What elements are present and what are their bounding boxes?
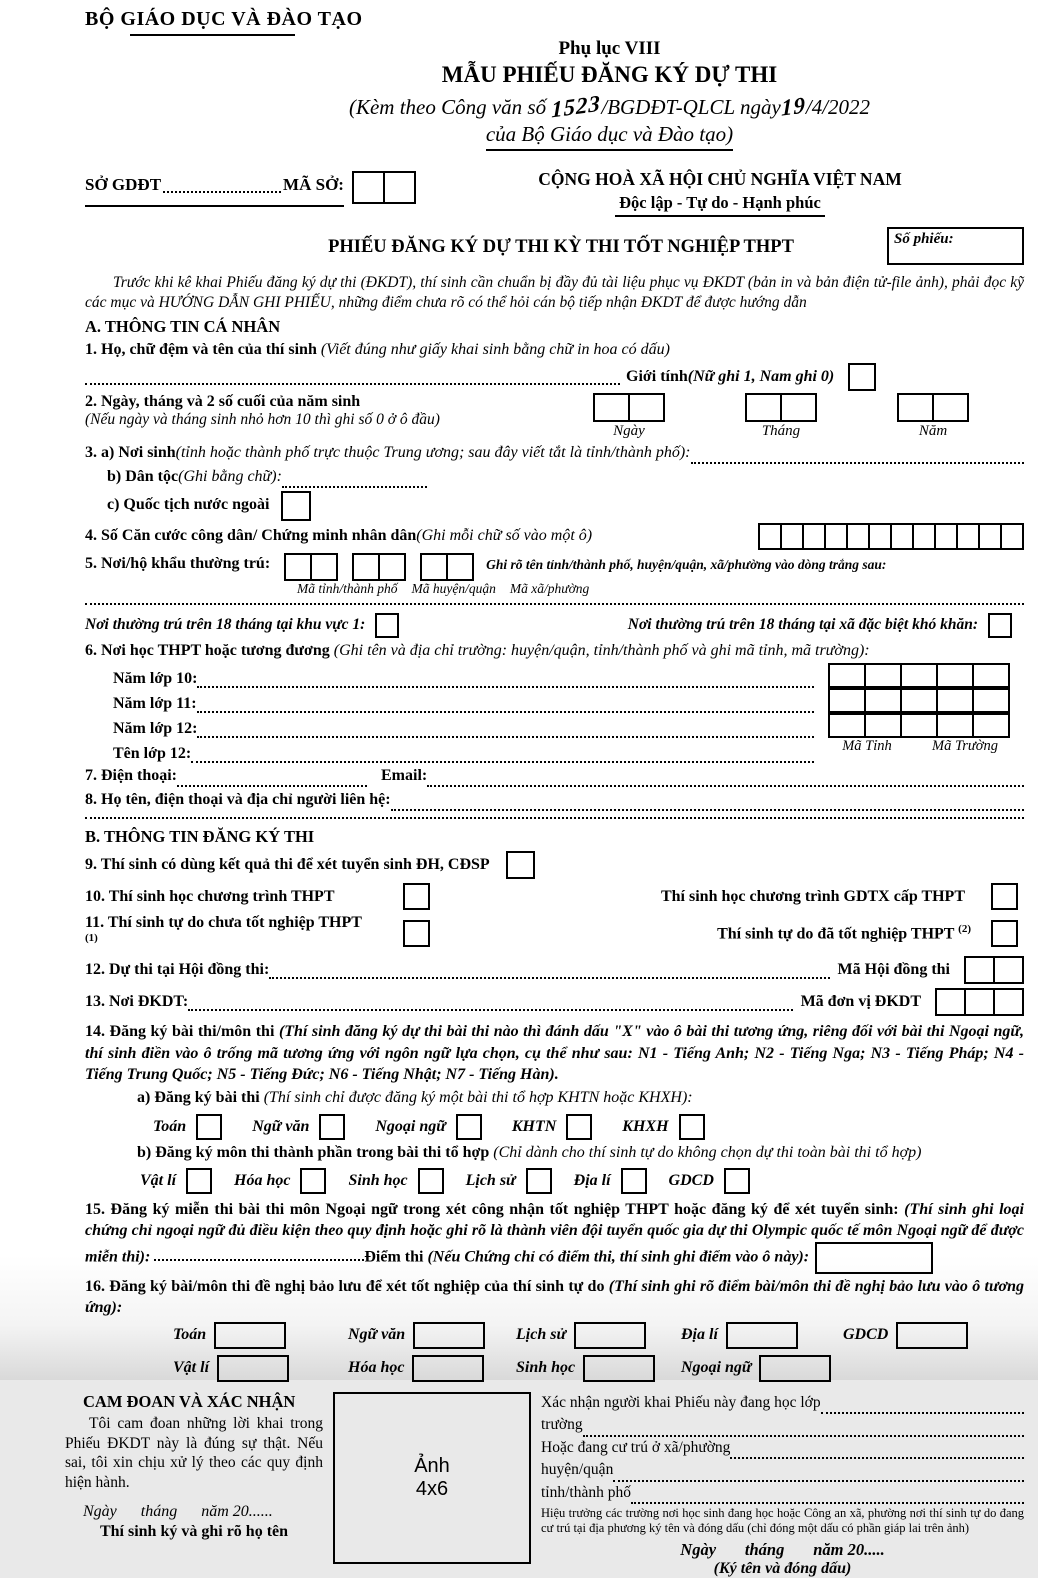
candidate-sign-label: Thí sinh ký và ghi rõ họ tên bbox=[99, 1523, 289, 1541]
council-code-box[interactable] bbox=[964, 956, 995, 984]
kv2-label: Nơi thường trú trên 18 tháng tại xã đặc biệt khó khăn: bbox=[627, 616, 978, 634]
reserve-score-box[interactable] bbox=[583, 1355, 655, 1382]
school-block bbox=[85, 663, 1024, 763]
item15-label: 15. Đăng ký miễn thi bài thi môn Ngoại ngữ trong xét công nhận tốt nghiệp THPT hoặc đăng ký để xét tuyển sinh: bbox=[85, 1201, 905, 1219]
dob-day-boxes bbox=[593, 393, 665, 422]
item13-label: 13. Nơi ĐKDT: bbox=[85, 993, 189, 1011]
section-a-heading: A. THÔNG TIN CÁ NHÂN bbox=[85, 317, 281, 337]
item-1 bbox=[85, 340, 1024, 391]
code-box[interactable] bbox=[310, 553, 338, 581]
digit-box[interactable] bbox=[868, 523, 892, 550]
digit-box[interactable] bbox=[978, 523, 1002, 550]
code-box[interactable] bbox=[446, 553, 474, 581]
reserve-label: Ngoại ngữ bbox=[681, 1359, 752, 1377]
item14a-note: (Thí sinh chỉ được đăng ký một bài thi tổ hợp KHTN hoặc KHXH): bbox=[263, 1088, 693, 1106]
item1-label: 1. Họ, chữ đệm và tên của thí sinh bbox=[85, 341, 321, 359]
digit-box[interactable] bbox=[758, 523, 782, 550]
id-number-boxes bbox=[758, 523, 1024, 550]
item-3a bbox=[85, 443, 1024, 464]
digit-box[interactable] bbox=[1000, 523, 1024, 550]
so-gddt-line bbox=[85, 169, 344, 207]
reserve-score-box[interactable] bbox=[217, 1355, 289, 1382]
item10-left-label: 10. Thí sinh học chương trình THPT bbox=[85, 887, 335, 905]
item16-note: (Thí sinh ghi rõ điểm bài/môn thi đề nghị bảo lưu vào ô tương ứng): bbox=[85, 1277, 1025, 1316]
school-code-cell[interactable] bbox=[900, 663, 938, 688]
confirm-province-label: tỉnh/thành phố bbox=[541, 1483, 631, 1501]
reserve-score-box[interactable] bbox=[412, 1355, 484, 1382]
dkdt-place-input[interactable] bbox=[188, 994, 792, 1011]
code-box[interactable] bbox=[420, 553, 448, 581]
class12-label: Tên lớp 12: bbox=[113, 745, 192, 763]
reserve-label: GDCD bbox=[843, 1326, 889, 1344]
so-gddt-label: SỞ GDĐT bbox=[85, 175, 162, 194]
subject-label: Lịch sử bbox=[465, 1172, 516, 1190]
item16-label: 16. Đăng ký bài/môn thi đề nghị bảo lưu để xét tốt nghiệp của thí sinh tự do bbox=[85, 1277, 609, 1295]
residence-write-line[interactable] bbox=[85, 603, 1024, 605]
gender-label: Giới tính bbox=[626, 367, 688, 385]
ma-so-label: MÃ SỞ: bbox=[283, 175, 344, 194]
subject-checkbox[interactable] bbox=[724, 1168, 750, 1194]
ref-pre: (Kèm theo Công văn số bbox=[348, 95, 552, 119]
intro-text: Trước khi kê khai Phiếu đăng ký dự thi (ĐKDT), thí sinh cần chuẩn bị đầy đủ tài liệu phục vụ ĐKDT (bản in và bản điện tử-file ảnh), phải đọc kỹ các mục và HƯỚNG DẪN GHI PHIẾU, những điểm chưa rõ có thể hỏi cán bộ tiếp nhận ĐKDT để được hướng dẫn bbox=[85, 274, 1024, 312]
month-box[interactable] bbox=[780, 393, 817, 422]
year-box[interactable] bbox=[897, 393, 934, 422]
reserve-score-box[interactable] bbox=[574, 1322, 646, 1349]
item-8 bbox=[85, 790, 1024, 811]
item2-note: (Nếu ngày và tháng sinh nhỏ hơn 10 thì ghi số 0 ở ô đầu) bbox=[85, 411, 440, 429]
confirm-school-input[interactable] bbox=[583, 1420, 1024, 1436]
so-gddt-input[interactable] bbox=[163, 177, 281, 193]
item15-note: (Thí sinh ghi loại chứng chỉ ngoại ngữ đủ điều kiện theo quy định hoặc ghi rõ là thành viên đội tuyển quốc gia dự thi Olympic quốc tế môn Ngoại ngữ để được miễn thi): bbox=[85, 1201, 1024, 1266]
item3a-label: 3. a) Nơi sinh bbox=[85, 444, 176, 462]
grade10-input[interactable] bbox=[197, 672, 814, 689]
item2-label: 2. Ngày, tháng và 2 số cuối của năm sinh bbox=[85, 393, 361, 411]
item4-label: 4. Số Căn cước công dân/ Chứng minh nhân dân bbox=[85, 527, 417, 545]
phone-label: 7. Điện thoại: bbox=[85, 767, 177, 785]
so-phieu-box[interactable] bbox=[887, 227, 1024, 265]
code-box[interactable] bbox=[352, 553, 380, 581]
contact-write-line[interactable] bbox=[85, 817, 1024, 819]
phone-input[interactable] bbox=[177, 770, 367, 787]
subject-label: Sinh học bbox=[348, 1172, 408, 1190]
item-12 bbox=[85, 956, 1024, 984]
subject-label: Vật lí bbox=[140, 1172, 177, 1190]
school-code-cell[interactable] bbox=[972, 663, 1010, 688]
dob-month-boxes bbox=[745, 393, 817, 422]
province-code-cell[interactable] bbox=[864, 713, 902, 738]
province-code-cell[interactable] bbox=[864, 688, 902, 713]
confirm-province-input[interactable] bbox=[631, 1488, 1024, 1504]
item14b-note: (Chỉ dành cho thí sinh tự do không chọn dự thi toàn bài thi tổ hợp) bbox=[493, 1143, 922, 1161]
school-code-cell[interactable] bbox=[936, 713, 974, 738]
item3b-note: (Ghi bằng chữ): bbox=[178, 467, 282, 485]
ma-so-box[interactable] bbox=[352, 171, 385, 204]
reserve-score-box[interactable] bbox=[214, 1322, 286, 1349]
ma-truong-caption: Mã Trường bbox=[931, 738, 998, 755]
principal-note: Hiệu trưởng các trường nơi học sinh đang học hoặc Công an xã, phường nơi thí sinh tự do đang cư trú tại địa phương ký tên và đóng dấu (chỉ đóng một dấu có phần giáp lai trên ảnh) bbox=[541, 1506, 1024, 1536]
ministry-name: BỘ GIÁO DỤC VÀ ĐÀO TẠO bbox=[85, 8, 363, 30]
subject-checkbox[interactable] bbox=[319, 1114, 345, 1140]
council-code-box[interactable] bbox=[993, 956, 1024, 984]
confirm-ward-input[interactable] bbox=[730, 1443, 1024, 1459]
confirm-class-label: Xác nhận người khai Phiếu này đang học lớp bbox=[541, 1393, 821, 1411]
ministry-underline bbox=[130, 34, 295, 36]
reserved-scores-grid bbox=[173, 1322, 1024, 1382]
item10-right-label: Thí sinh học chương trình GDTX cấp THPT bbox=[660, 887, 965, 905]
ma-so-boxes bbox=[352, 171, 416, 217]
birthplace-input[interactable] bbox=[691, 447, 1025, 464]
item6-label: 6. Nơi học THPT hoặc tương đương bbox=[85, 641, 334, 659]
confirm-district-label: huyện/quận bbox=[541, 1461, 614, 1479]
school-code-cell[interactable] bbox=[972, 713, 1010, 738]
council-code-label: Mã Hội đồng thi bbox=[837, 961, 950, 979]
subject-checkbox[interactable] bbox=[621, 1168, 647, 1194]
item-7 bbox=[85, 766, 1024, 787]
national-motto-line2: Độc lập - Tự do - Hạnh phúc bbox=[615, 192, 825, 217]
item6-note: (Ghi tên và địa chỉ trường: huyện/quận, tỉnh/thành phố và ghi mã tỉnh, mã trường): bbox=[333, 641, 870, 659]
province-code-boxes bbox=[284, 553, 338, 581]
day-box[interactable] bbox=[593, 393, 630, 422]
grade10-label: Năm lớp 10: bbox=[113, 670, 198, 688]
digit-box[interactable] bbox=[934, 523, 958, 550]
subject-checkbox[interactable] bbox=[526, 1168, 552, 1194]
code-box[interactable] bbox=[378, 553, 406, 581]
province-code-cell[interactable] bbox=[828, 688, 866, 713]
reserve-score-box[interactable] bbox=[759, 1355, 831, 1382]
subject-checkbox[interactable] bbox=[300, 1168, 326, 1194]
signature-section bbox=[65, 1392, 1024, 1578]
month-caption: Tháng bbox=[761, 423, 801, 440]
digit-box[interactable] bbox=[802, 523, 826, 550]
reference-line bbox=[195, 90, 1024, 123]
item11-right-sup: (2) bbox=[958, 923, 971, 936]
reserve-label: Ngữ văn bbox=[348, 1326, 406, 1344]
council-code-boxes bbox=[964, 956, 1024, 984]
kv1-label: Nơi thường trú trên 18 tháng tại khu vực 1: bbox=[85, 616, 366, 634]
ethnicity-input[interactable] bbox=[282, 471, 427, 488]
province-code-cell[interactable] bbox=[828, 713, 866, 738]
contact-input[interactable] bbox=[391, 794, 1024, 811]
item11-right-text: Thí sinh tự do đã tốt nghiệp THPT bbox=[717, 925, 959, 943]
item11-right-label bbox=[717, 923, 971, 943]
foreign-nationality-box[interactable] bbox=[281, 491, 311, 521]
item12-label: 12. Dự thi tại Hội đồng thi: bbox=[85, 961, 270, 979]
subject-label: Ngữ văn bbox=[252, 1117, 310, 1135]
subject-checkbox[interactable] bbox=[679, 1114, 705, 1140]
fullname-input[interactable] bbox=[85, 369, 620, 386]
confirm-class-input[interactable] bbox=[821, 1398, 1024, 1414]
subject-label: Ngoại ngữ bbox=[375, 1117, 446, 1135]
item1-note: (Viết đúng như giấy khai sinh bằng chữ in hoa có dấu) bbox=[320, 341, 670, 359]
item-10 bbox=[85, 883, 1024, 910]
district-code-caption: Mã huyện/quận bbox=[411, 580, 496, 596]
commitment-body: Tôi cam đoan những lời khai trong Phiếu ĐKDT này là đúng sự thật. Nếu sai, tôi xin chịu xử lý theo các quy định hiện hành. bbox=[65, 1414, 323, 1492]
score-note: (Nếu Chứng chỉ có điểm thi, thí sinh ghi điểm vào ô này): bbox=[427, 1248, 810, 1266]
item-3b bbox=[85, 467, 1024, 488]
item5-captions bbox=[297, 581, 1024, 597]
subject-checkbox[interactable] bbox=[566, 1114, 592, 1140]
dkdt-code-boxes bbox=[935, 988, 1024, 1016]
digit-box[interactable] bbox=[780, 523, 804, 550]
photo-box[interactable] bbox=[333, 1392, 531, 1564]
item14-label: 14. Đăng ký bài thi/môn thi bbox=[85, 1023, 279, 1041]
digit-box[interactable] bbox=[890, 523, 914, 550]
reserve-score-box[interactable] bbox=[726, 1322, 798, 1349]
commitment-heading: CAM ĐOAN VÀ XÁC NHẬN bbox=[83, 1391, 296, 1411]
item9-box[interactable] bbox=[506, 851, 535, 879]
dkdt-code-label: Mã đơn vị ĐKDT bbox=[800, 993, 921, 1011]
subject-label: KHXH bbox=[622, 1117, 669, 1135]
grade11-input[interactable] bbox=[197, 697, 814, 714]
item-11 bbox=[85, 914, 1024, 952]
item-4 bbox=[85, 523, 1024, 550]
item4-note: (Ghi mỗi chữ số vào một ô) bbox=[416, 527, 593, 545]
reference-line2 bbox=[195, 122, 1024, 147]
appendix-label: Phụ lục VIII bbox=[558, 38, 661, 59]
reserve-label: Lịch sử bbox=[516, 1326, 567, 1344]
year-caption: Năm bbox=[918, 423, 948, 440]
dkdt-code-box[interactable] bbox=[993, 988, 1024, 1016]
email-input[interactable] bbox=[427, 770, 1024, 787]
reserve-label: Hóa học bbox=[348, 1359, 405, 1377]
digit-box[interactable] bbox=[956, 523, 980, 550]
item-3c bbox=[85, 491, 1024, 521]
class12-input[interactable] bbox=[191, 747, 814, 764]
dkdt-code-box[interactable] bbox=[935, 988, 966, 1016]
province-code-caption: Mã tỉnh/thành phố bbox=[297, 580, 398, 596]
item3a-note: (tỉnh hoặc thành phố trực thuộc Trung ương; sau đây viết tắt là tỉnh/thành phố): bbox=[175, 444, 691, 462]
confirm-date-line: Ngày tháng năm 20..... bbox=[680, 1540, 885, 1560]
school-code-cell[interactable] bbox=[936, 688, 974, 713]
item-16 bbox=[85, 1276, 1024, 1318]
item-14 bbox=[85, 1021, 1024, 1084]
subject-label: Địa lí bbox=[573, 1172, 611, 1190]
item11-left-box[interactable] bbox=[403, 920, 430, 947]
ref-mid: /BGDĐT-QLCL ngày bbox=[601, 95, 781, 119]
reserve-score-box[interactable] bbox=[413, 1322, 485, 1349]
item-9 bbox=[85, 851, 1024, 879]
reserve-label: Sinh học bbox=[516, 1359, 576, 1377]
item10-left-box[interactable] bbox=[403, 883, 430, 910]
grade12-input[interactable] bbox=[197, 722, 814, 739]
certificate-input[interactable] bbox=[154, 1244, 364, 1261]
item10-right-box[interactable] bbox=[991, 883, 1018, 910]
item-14b bbox=[85, 1143, 1024, 1164]
day-caption: Ngày bbox=[613, 423, 645, 440]
ma-tinh-caption: Mã Tỉnh bbox=[842, 738, 892, 755]
item9-label: 9. Thí sinh có dùng kết quả thi để xét tuyển sinh ĐH, CĐSP bbox=[85, 856, 490, 874]
item11-left-sup: (1) bbox=[85, 932, 98, 945]
form-title: MẪU PHIẾU ĐĂNG KÝ DỰ THI bbox=[441, 62, 778, 87]
item-5 bbox=[85, 553, 1024, 581]
photo-size-label: 4x6 bbox=[415, 1477, 449, 1500]
subject-checkbox[interactable] bbox=[456, 1114, 482, 1140]
photo-label: Ảnh bbox=[414, 1454, 450, 1477]
kv2-box[interactable] bbox=[988, 613, 1012, 638]
school-code-grid bbox=[828, 663, 1024, 763]
item11-left-text: 11. Thí sinh tự do chưa tốt nghiệp THPT bbox=[85, 914, 362, 932]
confirm-ward-label: Hoặc đang cư trú ở xã/phường bbox=[541, 1438, 731, 1456]
ward-code-caption: Mã xã/phường bbox=[509, 580, 590, 596]
school-code-cell[interactable] bbox=[900, 688, 938, 713]
subject-label: KHTN bbox=[511, 1117, 557, 1135]
school-code-cell[interactable] bbox=[900, 713, 938, 738]
page-title: PHIẾU ĐĂNG KÝ DỰ THI KỲ THI TỐT NGHIỆP THPT bbox=[328, 237, 794, 257]
component-subjects-row bbox=[140, 1168, 1024, 1194]
province-code-cell[interactable] bbox=[864, 663, 902, 688]
score-label: Điểm thi bbox=[364, 1248, 428, 1266]
item14a-label: a) Đăng ký bài thi bbox=[137, 1088, 264, 1106]
item-14a bbox=[85, 1088, 1024, 1109]
gender-box[interactable] bbox=[848, 363, 876, 391]
province-code-cell[interactable] bbox=[828, 663, 866, 688]
candidate-date-line: Ngày tháng năm 20...... bbox=[83, 1503, 273, 1521]
item-2 bbox=[85, 393, 1024, 440]
ma-so-box[interactable] bbox=[383, 171, 416, 204]
day-box[interactable] bbox=[628, 393, 665, 422]
year-box[interactable] bbox=[932, 393, 969, 422]
reserve-label: Vật lí bbox=[173, 1359, 210, 1377]
school-code-cell[interactable] bbox=[936, 663, 974, 688]
subject-label: GDCD bbox=[668, 1172, 714, 1190]
item3b-label: b) Dân tộc bbox=[107, 467, 179, 485]
digit-box[interactable] bbox=[824, 523, 848, 550]
item14-note: (Thí sinh đăng ký dự thi bài thi nào thì đánh dấu "X" vào ô bài thi tương ứng, riêng đối với bài thi Ngoại ngữ, thí sinh điền vào ô trống mã tương ứng với ngôn ngữ lựa chọn, cụ thể như sau: N1 - Tiếng Anh; N2 - Tiếng Nga; N3 - Tiếng Pháp; N4 - Tiếng Trung Quốc; N5 - Tiếng Đức; N6 - Tiếng Nhật; N7 - Tiếng Hàn). bbox=[85, 1023, 1024, 1083]
region-row bbox=[85, 613, 1024, 638]
so-phieu-label: Số phiếu: bbox=[894, 231, 954, 247]
confirm-school-label: trường bbox=[541, 1416, 583, 1434]
item11-left-label bbox=[85, 914, 377, 952]
subject-checkbox[interactable] bbox=[186, 1168, 212, 1194]
subject-label: Hóa học bbox=[234, 1172, 291, 1190]
ref-post: /4/2022 bbox=[805, 95, 871, 119]
handwritten-day: 19 bbox=[780, 92, 806, 121]
item-15 bbox=[85, 1199, 1024, 1273]
email-label: Email: bbox=[381, 767, 428, 785]
reserve-label: Toán bbox=[173, 1326, 207, 1344]
item14b-label: b) Đăng ký môn thi thành phần trong bài thi tổ hợp bbox=[137, 1143, 494, 1161]
ward-code-boxes bbox=[420, 553, 474, 581]
item-13 bbox=[85, 988, 1024, 1016]
dob-year-boxes bbox=[897, 393, 969, 422]
exam-subjects-row bbox=[153, 1114, 1024, 1140]
code-box[interactable] bbox=[284, 553, 312, 581]
national-motto-line1: CỘNG HOÀ XÃ HỘI CHỦ NGHĨA VIỆT NAM bbox=[538, 169, 902, 189]
digit-box[interactable] bbox=[912, 523, 936, 550]
subject-checkbox[interactable] bbox=[418, 1168, 444, 1194]
contact-label: 8. Họ tên, điện thoại và địa chỉ người liên hệ: bbox=[85, 791, 391, 809]
council-input[interactable] bbox=[269, 962, 829, 979]
item-6 bbox=[85, 641, 1024, 662]
score-box[interactable] bbox=[815, 1242, 933, 1274]
reserve-score-box[interactable] bbox=[896, 1322, 968, 1349]
grade11-label: Năm lớp 11: bbox=[113, 695, 197, 713]
grade12-label: Năm lớp 12: bbox=[113, 720, 198, 738]
confirm-sign-label: (Ký tên và đóng dấu) bbox=[713, 1560, 852, 1578]
confirm-district-input[interactable] bbox=[613, 1465, 1024, 1481]
subject-label: Toán bbox=[153, 1117, 187, 1135]
dkdt-code-box[interactable] bbox=[964, 988, 995, 1016]
item11-right-box[interactable] bbox=[991, 920, 1018, 947]
month-box[interactable] bbox=[745, 393, 782, 422]
kv1-box[interactable] bbox=[375, 613, 399, 638]
item5-label: 5. Nơi/hộ khẩu thường trú: bbox=[85, 554, 271, 572]
school-code-cell[interactable] bbox=[972, 688, 1010, 713]
district-code-boxes bbox=[352, 553, 406, 581]
section-b-heading: B. THÔNG TIN ĐĂNG KÝ THI bbox=[85, 827, 315, 847]
digit-box[interactable] bbox=[846, 523, 870, 550]
ref-line2-text: của Bộ Giáo dục và Đào tạo) bbox=[486, 122, 733, 151]
item5-note: Ghi rõ tên tỉnh/thành phố, huyện/quận, xã/phường vào dòng trắng sau: bbox=[486, 556, 887, 572]
gender-note: (Nữ ghi 1, Nam ghi 0) bbox=[687, 367, 835, 385]
handwritten-doc-number: 1523 bbox=[551, 90, 602, 123]
item3c-label: c) Quốc tịch nước ngoài bbox=[107, 496, 270, 514]
subject-checkbox[interactable] bbox=[196, 1114, 222, 1140]
reserve-label: Địa lí bbox=[681, 1326, 718, 1344]
